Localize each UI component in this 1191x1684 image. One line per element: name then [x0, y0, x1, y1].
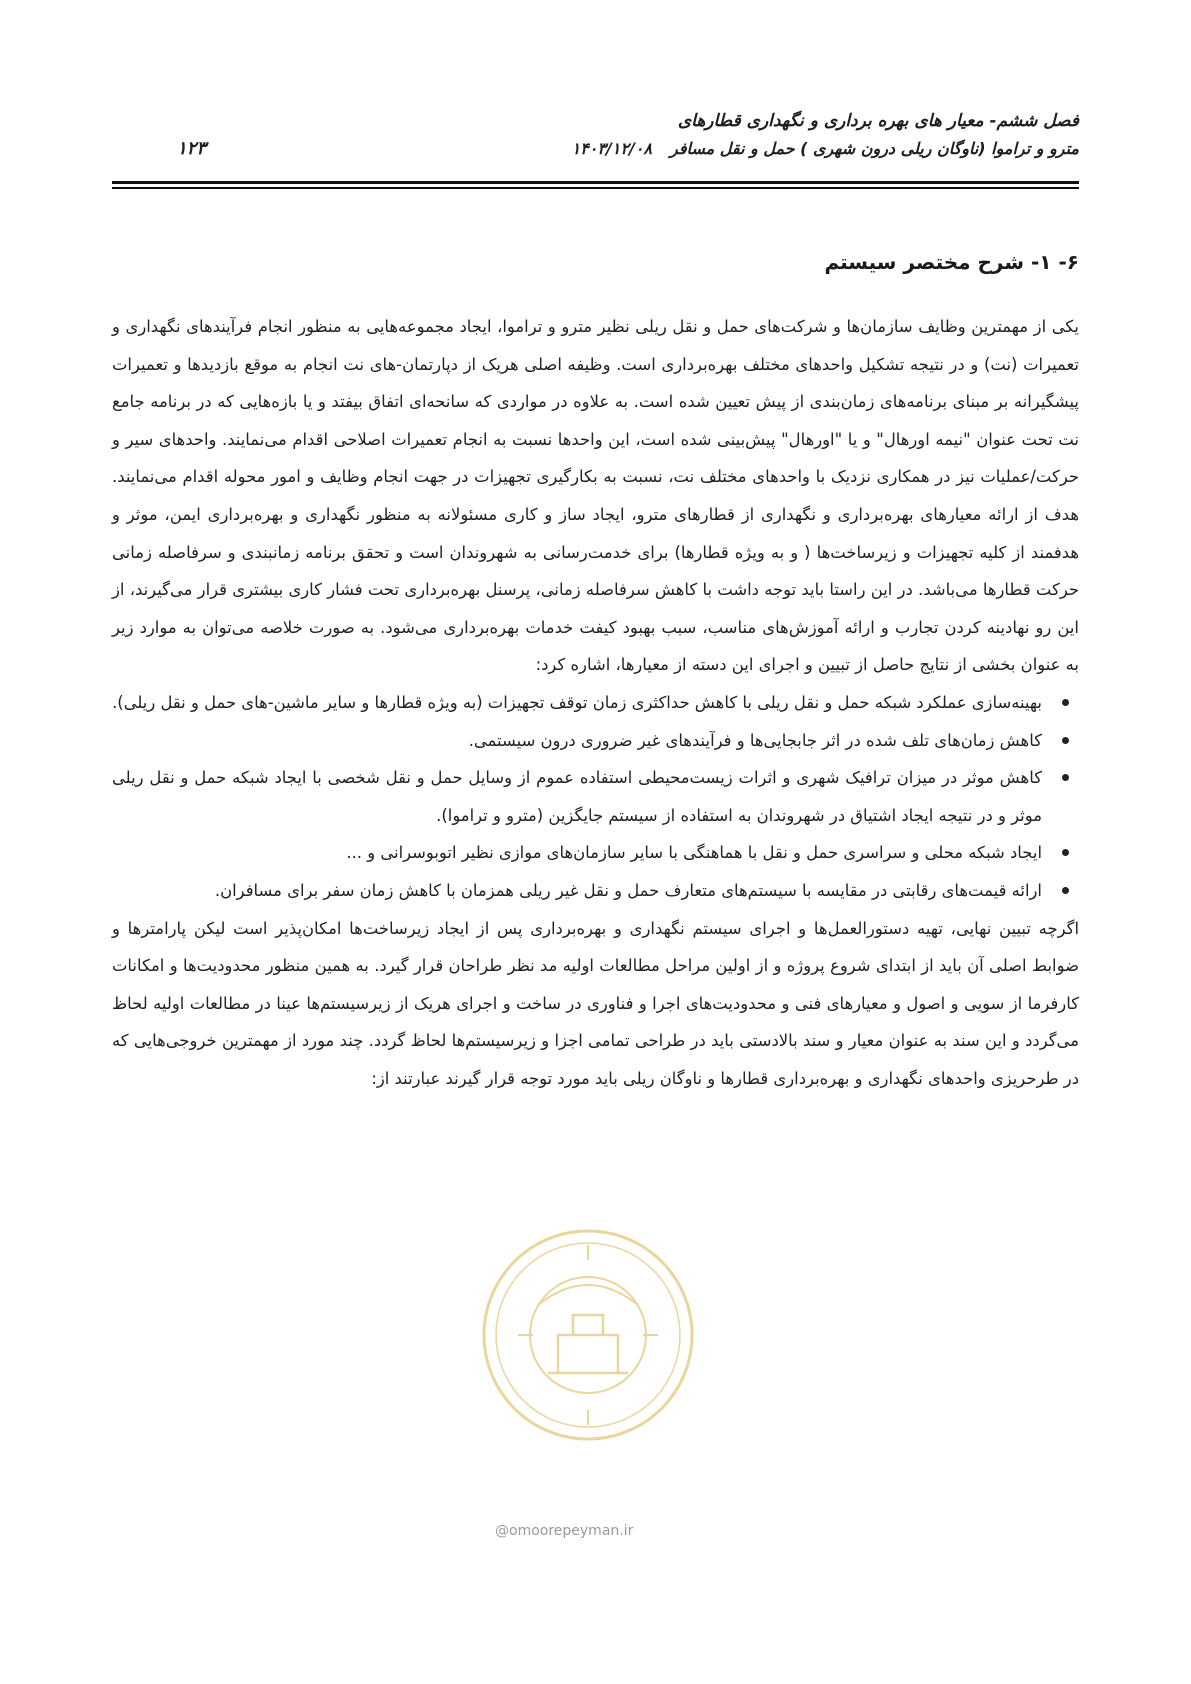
intro-paragraph: یکی از مهمترین وظایف سازمان‌ها و شرکت‌های حمل و نقل ریلی نظیر مترو و تراموا، ایجاد مجموعه‌هایی به منظور انجام فرآیندهای نگهداری و تعمیرات (نت) و در نتیجه تشکیل واحدهای مختلف بهره‌برداری است. وظیفه اصلی هریک از دپارتمان-های نت انجام به موقع بازدیدها و تعمیرات پیشگیرانه بر مبنای برنامه‌های زمان‌بندی از پیش تعیین شده است. به علاوه در مواردی که سانحه‌ای اتفاق بیفتد و یا بازه‌هایی که در برنامه جامع نت تحت عنوان "نیمه اورهال" و یا "اورهال" پیش‌بینی شده است، این واحدها نسبت به انجام تعمیرات اصلاحی اقدام می‌نمایند. واحدهای سیر و حرکت/عملیات نیز در همکاری نزدیک با واحدهای مختلف نت، نسبت به بکارگیری تجهیزات در جهت انجام وظایف و امور محوله اقدام می‌نمایند. هدف از ارائه معیارهای بهره‌برداری و نگهداری از قطارهای مترو، ایجاد ساز و کاری مسئولانه به منظور نگهداری و بهره‌برداری ایمن، موثر و هدفمند از کلیه تجهیزات و زیرساخت‌ها ( و به ویژه قطارها) برای خدمت‌رسانی به شهروندان است و تحقق برنامه زمانبندی و سرفاصله زمانی حرکت قطارها می‌باشد. در این راستا باید توجه داشت با کاهش سرفاصله زمانی، پرسنل بهره‌برداری تحت فشار کاری بیشتری قرار می‌گیرند، از این رو نهادینه کردن تجارب و ارائه آموزش‌های مناسب، سبب بهبود کیفت خدمات بهره‌برداری می‌شود. به صورت خلاصه می‌توان به موارد زیر به عنوان بخشی از نتایج حاصل از تبیین و اجرای این دسته از معیارها، اشاره کرد: — [112, 317, 1079, 675]
header-date: ۱۴۰۳/۱۲/۰۸ — [571, 139, 652, 158]
document-body — [112, 308, 1079, 1097]
bullet-icon — [1062, 699, 1069, 706]
list-item-text: ارائه قیمت‌های رقابتی در مقایسه با سیستم‌های متعارف حمل و نقل غیر ریلی همزمان با کاهش زمان سفر برای مسافران. — [214, 880, 1042, 900]
list-item — [112, 872, 1079, 910]
list-item-text: بهینه‌سازی عملکرد شبکه حمل و نقل ریلی با کاهش حداکثری زمان توقف تجهیزات (به ویژه قطارها و سایر ماشین-های حمل و نقل ریلی). — [112, 692, 1042, 712]
header-subtitle-group — [572, 134, 1079, 164]
header-subtitle: مترو و تراموا (ناوگان ریلی درون شهری ) حمل و نقل مسافر — [670, 139, 1079, 158]
watermark-url: @omoorepeyman.ir — [495, 1523, 634, 1539]
list-item-text: کاهش موثر در میزان ترافیک شهری و اثرات زیست‌محیطی استفاده عموم از وسایل حمل و نقل شخصی با ایجاد شبکه حمل و نقل ریلی موثر و در نتیجه ایجاد اشتیاق در شهروندان به استفاده از سیستم جایگزین (مترو و تراموا). — [112, 768, 1042, 825]
page-number: ۱۲۳ — [177, 138, 207, 159]
bullet-icon — [1062, 887, 1069, 894]
list-item-text: کاهش زمان‌های تلف شده در اثر جابجایی‌ها و فرآیندهای غیر ضروری درون سیستمی. — [468, 730, 1042, 750]
header-subtitle-row — [112, 134, 1079, 164]
header-rule-thin — [112, 187, 1079, 189]
chapter-title: فصل ششم- معیار های بهره برداری و نگهداری قطارهای — [677, 111, 1079, 131]
list-item-text: ایجاد شبکه محلی و سراسری حمل و نقل با هماهنگی با سایر سازمان‌های موازی نظیر اتوبوسرانی و ... — [346, 843, 1042, 863]
list-item — [112, 759, 1079, 834]
list-item — [112, 722, 1079, 760]
header-double-rule — [112, 181, 1079, 189]
bullet-icon — [1062, 774, 1069, 781]
benefits-list — [112, 684, 1079, 910]
list-item — [112, 684, 1079, 722]
page-header — [112, 108, 1079, 164]
list-item — [112, 834, 1079, 872]
closing-paragraph: اگرچه تبیین نهایی، تهیه دستورالعمل‌ها و اجرای سیستم نگهداری و بهره‌برداری پس از ایجاد زیرساخت‌ها امکان‌پذیر است لیکن پارامترها و ضوابط اصلی آن باید از ابتدای شروع پروژه و از اولین مراحل مطالعات اولیه مد نظر طراحان قرار گیرد. به همین منظور محدودیت‌ها و امکانات کارفرما از سویی و اصول و معیارهای فنی و محدودیت‌های اجرا و فناوری در ساخت و اجرای هریک از زیرسیستم‌ها عینا در مطالعات اولیه لحاظ می‌گردد و این سند به عنوان معیار و سند بالادستی باید در طراحی تمامی اجزا و زیرسیستم‌ها لحاظ گردد. چند مورد از مهمترین خروجی‌هایی که در طرحریزی واحدهای نگهداری و بهره‌برداری قطارها و ناوگان ریلی باید مورد توجه قرار گیرند عبارتند از: — [112, 918, 1079, 1088]
bullet-icon — [1062, 737, 1069, 744]
bullet-icon — [1062, 849, 1069, 856]
header-rule-thick — [112, 181, 1079, 184]
section-title: ۶- ۱- شرح مختصر سیستم — [824, 250, 1079, 274]
watermark-seal-icon — [478, 1225, 698, 1445]
